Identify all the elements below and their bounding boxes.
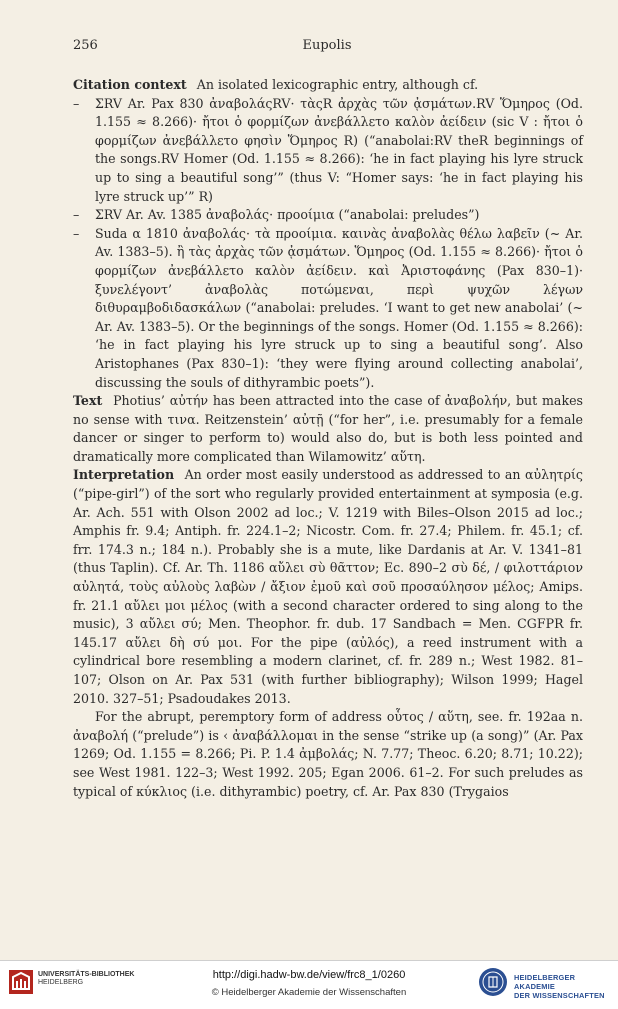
citation-entry: – Suda α 1810 ἀναβολάς· τὰ προοίμια. καινὰς ἀναβολὰς θέλω λαβεῖν (~ Ar. Av. 1383–5). ἢ τὰς ἀρχὰς τῶν ᾀσμάτων. Ὅμηρος (Od. 1.155 ≈ 8.266)· ἤτοι ὁ φορμίζων ἀνεβάλλετο καλὸν ἀείδειν. καὶ Ἀριστοφάνης (Pax 830–1)· ξυνελέγοντ’ ἀναβολὰς ποτώμεναι, περὶ ψυχῶν λέγων διθυραμβοδιδασκάλων (“anabolai: preludes. ‘I want to get new anabolai’ (~ Ar. Av. 1383–5). Or the beginnings of the songs. Homer (Od. 1.155 ≈ 8.266): ‘he in fact playing his lyre struck up to sing a beautiful song’. Also Aristophanes (Pax 830–1): ‘they were flying around collecting anabolai’, discussing the souls of dithyrambic poets”). [73, 225, 583, 390]
citation-context-title: Citation context [73, 77, 187, 92]
citation-entry-text: Suda α 1810 ἀναβολάς· τὰ προοίμια. καινὰς ἀναβολὰς θέλω λαβεῖν (~ Ar. Av. 1383–5). ἢ τὰς ἀρχὰς τῶν ᾀσμάτων. Ὅμηρος (Od. 1.155 ≈ 8.266)· ἤτοι ὁ φορμίζων ἀνεβάλλετο καλὸν ἀείδειν. καὶ Ἀριστοφάνης (Pax 830–1)· ξυνελέγοντ’ ἀναβολὰς ποτώμεναι, περὶ ψυχῶν λέγων διθυραμβοδιδασκάλων (“anabolai: preludes. ‘I want to get new anabolai’ (~ Ar. Av. 1383–5). Or the beginnings of the songs. Homer (Od. 1.155 ≈ 8.266): ‘he in fact playing his lyre struck up to sing a beautiful song’. Also Aristophanes (Pax 830–1): ‘they were flying around collecting anabolai’, discussing the souls of dithyrambic poets”). [95, 225, 583, 390]
citation-entry-text: ΣRV Ar. Av. 1385 ἀναβολάς· προοίμια (“anabolai: preludes”) [95, 207, 480, 223]
interpretation-paragraph-2: For the abrupt, peremptory form of address οὗτος / αὕτη, see. fr. 192aa n. ἀναβολή (“prelude”) is ‹ ἀναβάλλομαι in the sense “strike up (a song)” (Ar. Pax 1269; Od. 1.155 = 8.266; Pi. P. 1.4 ἀμβολάς; N. 7.77; Theoc. 6.20; 8.71; 10.22); see West 1981. 122–3; West 1992. 205; Egan 2006. 61–2. For such preludes as typical of κύκλιος (i.e. dithyrambic) poetry, cf. Ar. Pax 830 (Trygaios [73, 709, 583, 799]
page-number: 256 [73, 38, 98, 53]
digitization-footer [0, 960, 618, 1009]
citation-entry-text: ΣRV Ar. Pax 830 ἀναβολάςRV· τὰςR ἀρχὰς τῶν ᾀσμάτων.RV Ὅμηρος (Od. 1.155 ≈ 8.266)· ἤτοι ὁ φορμίζων ἀνεβάλλετο καλὸν ἀείδειν (sic V : ἤτοι ὁ φορμίζων ἀνεβάλλετο φησὶν Ὅμηρος R) (“anabolai:RV theR beginnings of the songs.RV Homer (Od. 1.155 ≈ 8.266): ‘he in fact playing his lyre struck up to sing a beautiful song’” (thus V: “Homer says: ‘he in fact playing his lyre struck up’” R) [95, 95, 583, 204]
text-section-title: Text [73, 393, 103, 409]
text-section-body: Photius’ αὐτήν has been attracted into the case of ἀναβολήν, but makes no sense with τινα. Reitzenstein’ αὐτῇ (“for her”, i.e. presumably for a female dancer or singer to perform to) would also do, but is both less pointed and dramatically more complicated than Wilamowitz’ αὕτη. [73, 393, 583, 464]
academy-seal-icon [478, 967, 508, 997]
interpretation-section [73, 466, 583, 708]
page-body [73, 76, 583, 801]
library-name: UNIVERSITÄTS-BIBLIOTHEK HEIDELBERG [38, 971, 135, 986]
citation-context-heading [73, 76, 583, 95]
page-url-link[interactable]: http://digi.hadw-bw.de/view/frc8_1/0260 [212, 969, 406, 981]
copyright-notice: © Heidelberger Akademie der Wissenschaften [211, 987, 407, 998]
interpretation-body: An order most easily understood as addressed to an αὐλητρίς (“pipe-girl”) of the sort who regularly provided entertainment at symposia (e.g. Ar. Ach. 551 with Olson 2002 ad loc.; V. 1219 with Biles–Olson 2015 ad loc.; Amphis fr. 9.4; Antiph. fr. 224.1–2; Nicostr. Com. fr. 27.4; Philem. fr. 45.1; cf. frr. 174.3 n.; 184 n.). Probably she is a mute, like Dardanis at Ar. V. 1341–81 (thus Taplin). Cf. Ar. Th. 1186 αὔλει σὺ θᾶττον; Ec. 890–2 σὺ δέ, / φιλοττάριον αὐλητά, τοὺς αὐλοὺς λαβὼν / ἄξιον ἐμοῦ καὶ σοῦ προσαύλησον μέλος; Amips. fr. 21.1 αὔλει μοι μέλος (with a second character ordered to sing along to the music), 3 αὔλει σύ; Men. Theophor. fr. dub. 17 Sandbach = Men. CGFPR fr. 145.17 αὔλει δὴ σύ μοι. For the pipe (αὐλός), a reed instrument with a cylindrical bore resembling a modern clarinet, cf. fr. 289 n.; West 1982. 81–107; Olson on Ar. Pax 531 (with further bibliography); Wilson 1999; Hagel 2010. 327–51; Psadoudakes 2013. [73, 467, 583, 706]
citation-entry: – ΣRV Ar. Pax 830 ἀναβολάςRV· τὰςR ἀρχὰς τῶν ᾀσμάτων.RV Ὅμηρος (Od. 1.155 ≈ 8.266)· ἤτοι ὁ φορμίζων ἀνεβάλλετο καλὸν ἀείδειν (sic V : ἤτοι ὁ φορμίζων ἀνεβάλλετο φησὶν Ὅμηρος R) (“anabolai:RV theR beginnings of the songs.RV Homer (Od. 1.155 ≈ 8.266): ‘he in fact playing his lyre struck up to sing a beautiful song’” (thus V: “Homer says: ‘he in fact playing his lyre struck up’” R) [73, 95, 583, 204]
academy-name: HEIDELBERGER AKADEMIE DER WISSENSCHAFTEN [514, 973, 605, 1000]
text-section [73, 392, 583, 466]
page-header [73, 38, 581, 58]
citation-entries [73, 95, 583, 393]
citation-entry: – ΣRV Ar. Av. 1385 ἀναβολάς· προοίμια (“anabolai: preludes”) [73, 207, 480, 223]
running-head: Eupolis [302, 38, 352, 53]
citation-context-intro: An isolated lexicographic entry, although cf. [196, 77, 479, 92]
interpretation-title: Interpretation [73, 467, 175, 483]
